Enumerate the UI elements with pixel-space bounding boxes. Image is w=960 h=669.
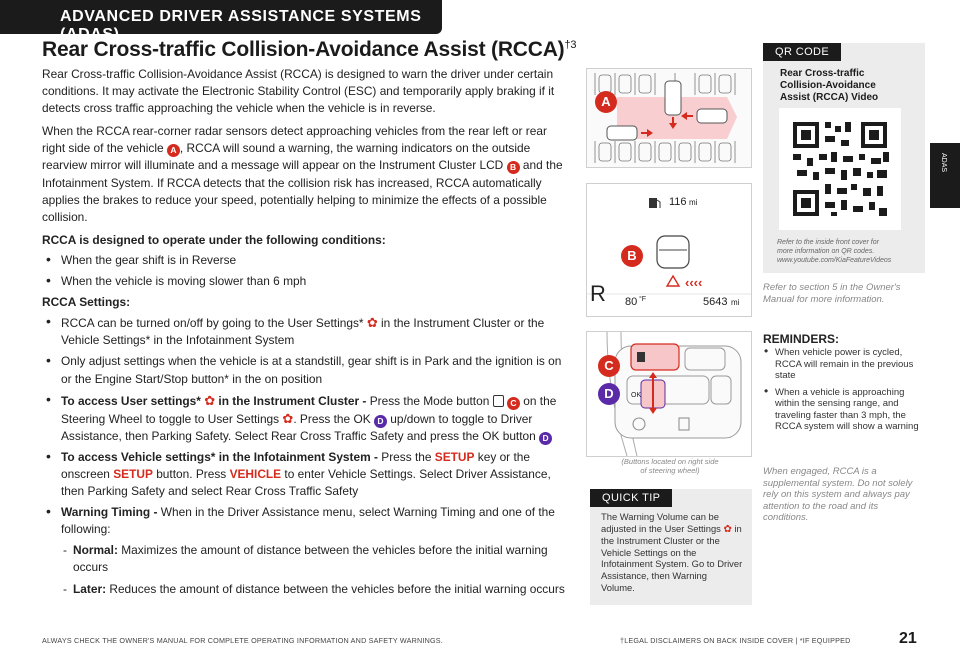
wheel-caption — [608, 457, 732, 475]
timing-normal-label: Normal: — [73, 543, 118, 558]
qr-title: Rear Cross-traffic Collision-Avoidance Assist (RCCA) Video — [780, 68, 879, 103]
main-body — [42, 66, 567, 602]
callout-c-badge: C — [598, 355, 620, 377]
timing-later-label: Later: — [73, 581, 107, 596]
gear-icon: ✿ — [723, 523, 732, 535]
gear-icon: ✿ — [282, 410, 294, 426]
dash-mark: - — [63, 581, 67, 596]
cluster-range: 116 — [669, 196, 687, 208]
settings-b3-bold-b: in the Instrument Cluster - — [215, 393, 370, 408]
callout-c-inline: C — [507, 397, 520, 410]
gear-icon: ✿ — [204, 392, 216, 408]
condition-item: • When the gear shift is in Reverse — [42, 252, 567, 269]
intro-paragraph-2 — [42, 123, 567, 226]
intro-p2-part-a: When the RCCA rear-corner radar sensors detect approaching vehicles from the rear left or rear right side of the vehicle — [42, 124, 547, 156]
qr-code[interactable] — [779, 108, 901, 230]
settings-b3-a: Press the Mode button — [369, 393, 493, 408]
quick-tip-label: QUICK TIP — [590, 489, 672, 507]
cluster-temp: 80 — [625, 296, 638, 308]
qr-code-svg — [779, 108, 901, 230]
settings-b5: When in the Driver Assistance menu, select Warning Timing and one of the following: — [61, 505, 555, 537]
callout-d-inline: D — [374, 415, 387, 428]
owners-manual-line-1: Refer to section 5 in the Owner's — [763, 282, 901, 293]
settings-b4-a: Press the — [381, 449, 435, 464]
settings-heading: RCCA Settings: — [42, 295, 131, 310]
settings-item-warning-timing — [42, 504, 567, 538]
qr-note-url[interactable]: www.youtube.com/KiaFeatureVideos — [777, 257, 892, 264]
timing-option-normal — [42, 542, 567, 576]
reminder-item: • When a vehicle is approaching within the sensing range, and traveling faster than 3 mph, the RCCA system will show a warning — [763, 387, 923, 433]
reminders-title: REMINDERS: — [763, 332, 840, 346]
settings-b1-a: RCCA can be turned on/off by going to the User Settings* — [61, 316, 367, 331]
callout-a-badge: A — [595, 91, 617, 113]
intro-paragraph-1: Rear Cross-traffic Collision-Avoidance Assist (RCCA) is designed to warn the driver under certain conditions. It may activate the Electronic Stability Control (ESC) and temporarily apply braking if it detects cross traffic approaching the vehicle when the vehicle is in reverse. — [42, 67, 555, 116]
reminders-list — [763, 347, 923, 438]
cluster-temp-unit: °F — [639, 296, 647, 303]
settings-b4-d: to enter Vehicle Settings. Select Driver Assistance, then Parking Safety and select Rear Cross Traffic Safety — [61, 466, 551, 499]
page-title-sup: †3 — [564, 39, 577, 51]
condition-item: • When the vehicle is moving slower than 6 mph — [42, 273, 567, 290]
owners-manual-line-2: Manual for more information. — [763, 293, 885, 305]
callout-a-inline: A — [167, 144, 180, 157]
settings-b3-bold-a: To access User settings* — [61, 393, 205, 408]
section-header-title: ADVANCED DRIVER ASSISTANCE SYSTEMS (ADAS) — [60, 8, 422, 43]
intro-p2-part-c: and the Infotainment System. If RCCA detects that the collision risk has increased, RCCA automatically applies the brakes to reduce your speed, potentially helping to minimize the effects of a possible collision. — [42, 158, 563, 224]
page-number: 21 — [899, 630, 917, 647]
footer-legal: †LEGAL DISCLAIMERS ON BACK INSIDE COVER | *IF EQUIPPED — [620, 636, 851, 645]
cluster-odo-unit: mi — [731, 298, 740, 307]
callout-b-badge: B — [621, 245, 643, 267]
settings-item-vehicle-settings — [42, 449, 567, 500]
conditions-heading: RCCA is designed to operate under the following conditions: — [42, 232, 386, 247]
cluster-odometer: 5643 — [703, 296, 728, 308]
supplemental-note: When engaged, RCCA is a supplemental system. Do not solely rely on this system and always pay attention to the road and its conditions. — [763, 466, 913, 523]
footer-disclaimer: ALWAYS CHECK THE OWNER'S MANUAL FOR COMPLETE OPERATING INFORMATION AND SAFETY WARNINGS. — [42, 636, 443, 645]
timing-option-later — [42, 581, 567, 598]
settings-b3-c: . Press the OK — [293, 411, 374, 426]
instrument-cluster — [586, 183, 752, 317]
settings-item-toggle — [42, 314, 567, 349]
qr-note-line-2: more information on QR codes. — [777, 248, 875, 255]
gear-icon: ✿ — [366, 315, 378, 331]
setup-onscreen-label: SETUP — [113, 466, 153, 481]
vehicle-label: VEHICLE — [229, 466, 282, 481]
side-tab[interactable] — [930, 143, 960, 208]
cluster-range-unit: mi — [689, 198, 698, 207]
callout-b-inline: B — [507, 161, 520, 174]
dash-mark: - — [63, 543, 67, 558]
settings-item-user-settings — [42, 392, 567, 445]
settings-b5-bold: Warning Timing - — [61, 505, 161, 520]
quick-tip-text-b: in the Instrument Cluster or the Vehicle Settings on the Infotainment System. Go to Driver Assistance, then Warning Volume. — [601, 522, 743, 593]
reminder-item: • When vehicle power is cycled, RCCA will remain in the previous state — [763, 347, 923, 382]
rear-warning-chevrons: ‹‹‹‹ — [685, 275, 703, 290]
mode-button-icon — [493, 395, 504, 407]
qr-note-line-1: Refer to the inside front cover for — [777, 239, 879, 246]
mode-button-icon — [637, 352, 645, 362]
settings-b1-b: in the Instrument Cluster or the Vehicle Settings* in the Infotainment System — [61, 316, 545, 348]
qr-note — [777, 238, 917, 265]
settings-item-standstill: • Only adjust settings when the vehicle is at a standstill, gear shift is in Park and the ignition is on or the Engine Start/Stop button* in the on position — [42, 353, 567, 387]
parking-diagram-svg — [587, 69, 751, 167]
page-title — [42, 38, 576, 62]
qr-label: QR CODE — [763, 43, 841, 61]
timing-normal-text: Maximizes the amount of distance between the vehicles before the initial warning occurs — [73, 543, 548, 575]
page-title-text: Rear Cross-traffic Collision-Avoidance Assist (RCCA) — [42, 38, 565, 61]
wheel-caption-line-2: of steering wheel) — [640, 466, 700, 475]
wheel-caption-line-1: (Buttons located on right side — [621, 457, 719, 466]
intro-p2-part-b: , RCCA will sound a warning, the warning indicators on the outside rearview mirror will illuminate and a message will appear on the Instrument Cluster LCD — [42, 141, 531, 173]
quick-tip-text-a: The Warning Volume can be adjusted in the User Settings — [601, 511, 724, 534]
quick-tip-text — [601, 511, 743, 593]
steering-wheel-buttons — [586, 331, 752, 457]
callout-d-badge: D — [598, 383, 620, 405]
settings-b4-bold: To access Vehicle settings* in the Infotainment System - — [61, 449, 382, 464]
parking-diagram — [586, 68, 752, 168]
section-header-bar — [0, 0, 442, 43]
settings-b4-c: button. Press — [152, 466, 230, 481]
cluster-gear: R — [590, 281, 606, 306]
ok-button-label: OK — [631, 392, 642, 399]
setup-key-label: SETUP — [434, 449, 475, 464]
side-tab-label: ADAS — [940, 153, 947, 173]
settings-b3-b: on the Steering Wheel to toggle to User Settings — [61, 393, 557, 426]
settings-b3-d: up/down to toggle to Driver Assistance, then Parking Safety. Select Rear Cross Traffic Safety and press the OK button — [61, 411, 540, 443]
owners-manual-note — [763, 282, 933, 305]
settings-b4-b: key or the onscreen — [61, 449, 530, 481]
fuel-pump-icon — [649, 198, 657, 208]
timing-later-text: Reduces the amount of distance between the vehicles before the initial warning occurs — [106, 581, 565, 596]
callout-d-inline: D — [539, 432, 552, 445]
